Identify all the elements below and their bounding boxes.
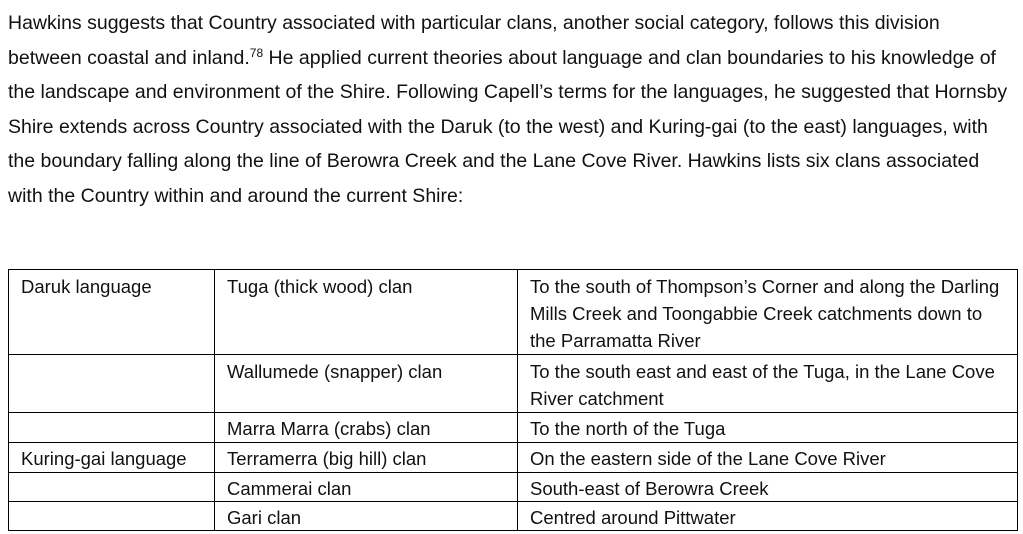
location-cell: To the north of the Tuga [518, 413, 1018, 443]
clan-cell: Terramerra (big hill) clan [215, 443, 518, 473]
location-cell: South-east of Berowra Creek [518, 473, 1018, 502]
body-paragraph [8, 6, 1013, 213]
paragraph-text-before: Hawkins suggests that Country associated with particular clans, another social category, follows this division between coastal and inland. [8, 12, 940, 69]
table-row [9, 355, 1018, 413]
language-cell [9, 502, 215, 531]
clan-cell: Cammerai clan [215, 473, 518, 502]
location-cell: To the south east and east of the Tuga, in the Lane Cove River catchment [518, 355, 1018, 413]
language-cell: Daruk language [9, 270, 215, 355]
clan-cell: Tuga (thick wood) clan [215, 270, 518, 355]
table-row [9, 443, 1018, 473]
clan-cell: Marra Marra (crabs) clan [215, 413, 518, 443]
location-cell: Centred around Pittwater [518, 502, 1018, 531]
table-row [9, 473, 1018, 502]
location-cell: To the south of Thompson’s Corner and along the Darling Mills Creek and Toongabbie Creek catchments down to the Parramatta River [518, 270, 1018, 355]
language-cell: Kuring-gai language [9, 443, 215, 473]
language-cell [9, 355, 215, 413]
location-cell: On the eastern side of the Lane Cove River [518, 443, 1018, 473]
clans-table [8, 269, 1018, 531]
table-row [9, 413, 1018, 443]
footnote-reference[interactable]: 78 [249, 45, 264, 60]
language-cell [9, 413, 215, 443]
table-row [9, 270, 1018, 355]
clan-cell: Wallumede (snapper) clan [215, 355, 518, 413]
paragraph-text-after: He applied current theories about language and clan boundaries to his knowledge of the landscape and environment of the Shire. Following Capell’s terms for the languages, he suggested that Hornsby Shire extends across Country associated with the Daruk (to the west) and Kuring-gai (to the east) languages, with the boundary falling along the line of Berowra Creek and the Lane Cove River. Hawkins lists six clans associated with the Country within and around the current Shire: [8, 46, 1008, 207]
language-cell [9, 473, 215, 502]
table-row [9, 502, 1018, 531]
clan-cell: Gari clan [215, 502, 518, 531]
